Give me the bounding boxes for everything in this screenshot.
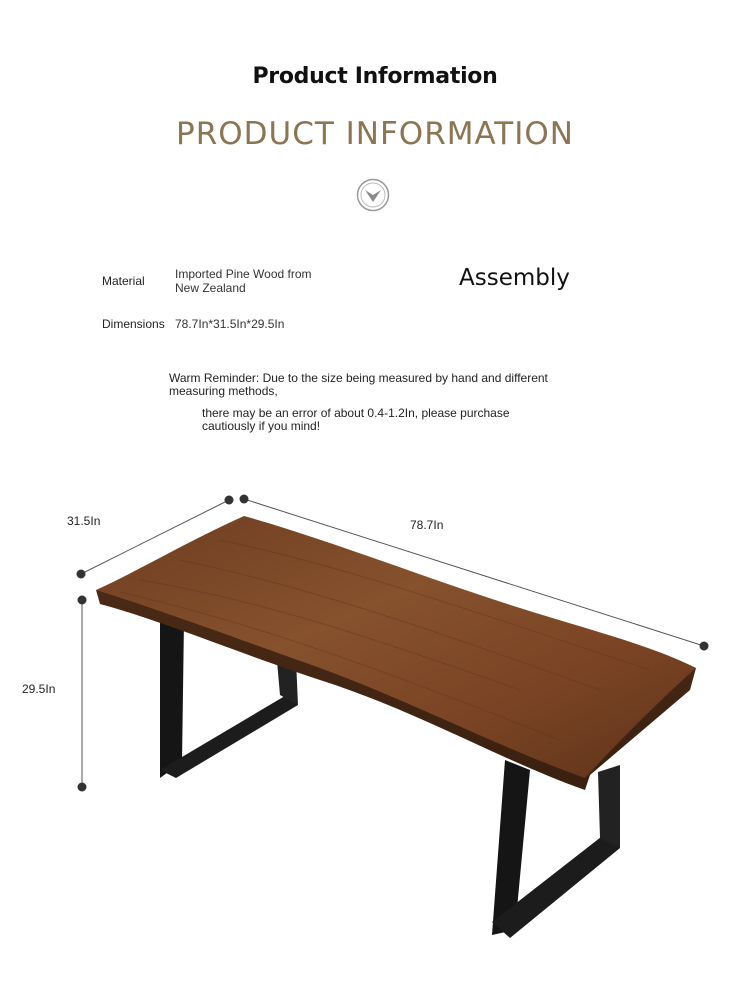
reminder-line-2: measuring methods, <box>169 384 278 398</box>
material-label: Material <box>102 274 145 288</box>
material-value <box>175 267 312 295</box>
reminder-line-4: cautiously if you mind! <box>202 419 321 433</box>
assembly-heading: Assembly <box>459 265 570 291</box>
height-label: 29.5In <box>22 682 56 696</box>
dimensions-value: 78.7In*31.5In*29.5In <box>175 317 285 331</box>
warm-reminder-continued <box>202 407 542 433</box>
page-subtitle: PRODUCT INFORMATION <box>176 116 574 152</box>
reminder-line-1: Warm Reminder: Due to the size being measured by hand and different <box>169 371 548 385</box>
tabletop <box>96 516 696 790</box>
table-illustration <box>0 480 750 960</box>
length-label: 78.7In <box>410 518 444 532</box>
dimensions-label: Dimensions <box>102 317 165 331</box>
warm-reminder <box>169 372 569 398</box>
table-leg-right <box>492 760 620 938</box>
material-value-line1: Imported Pine Wood from <box>175 267 312 281</box>
chevron-down-icon <box>355 177 391 213</box>
depth-label: 31.5In <box>67 514 101 528</box>
reminder-line-3: there may be an error of about 0.4-1.2In, please purchase <box>202 406 510 420</box>
material-value-line2: New Zealand <box>175 281 246 295</box>
page-title: Product Information <box>252 64 498 89</box>
